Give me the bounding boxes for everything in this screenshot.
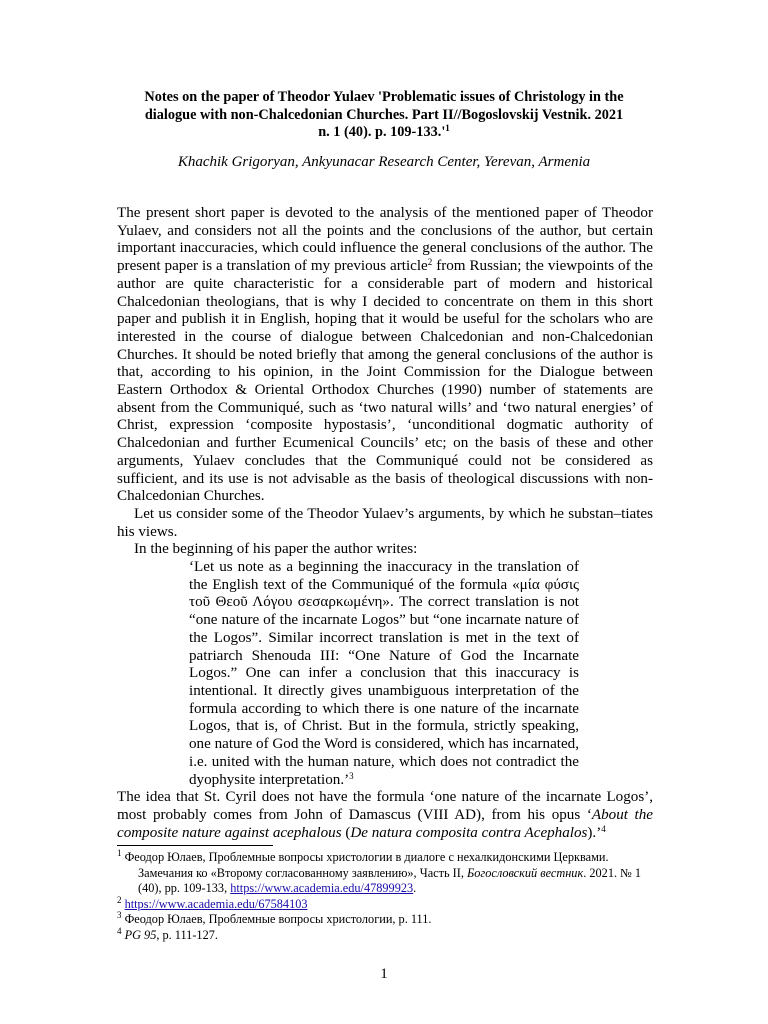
footnote-1 xyxy=(117,850,657,897)
page-number: 1 xyxy=(380,966,388,982)
footnote-2 xyxy=(117,894,657,913)
work-title-latin: De natura composita contra Acephalos xyxy=(350,824,588,841)
footnote-3 xyxy=(117,912,657,928)
footnote-3-text: Феодор Юлаев, Проблемные вопросы христологии, р. 111. xyxy=(124,912,432,926)
footnote-4-source: PG 95 xyxy=(124,927,157,942)
footnote-3-number: 3 xyxy=(117,910,122,920)
body-text xyxy=(117,205,653,842)
footnote-1-text-a: Феодор Юлаев, Проблемные вопросы христологии в диалоге с нехалкидонскими Церквами. Замечания ко «Второму согласованному заявлению», Часть II, xyxy=(124,850,609,880)
paragraph-1-part-b: from Russian; the viewpoints of the author are quite characteristic for a considerable part of modern and historical Chalcedonian theologians, that is why I decided to concentrate on them in this short paper and publish it in English, hoping that it would be useful for the scholars who are interested in the course of dialogue between Chalcedonian and non-Chalcedonian Churches. It should be noted briefly that among the general conclusions of the author is that, according to his opinion, in the Joint Commission for the Dialogue between Eastern Orthodox & Oriental Orthodox Churches (1990) number of statements are absent from the Communiqué, such as ‘two natural wills’ and ‘two natural energies’ of Christ, expression ‘composite hypostasis’, ‘unconditional dogmatic authority of Chalcedonian and further Ecumenical Councils’ etc; on the basis of these and other arguments, Yulaev concludes that the Communiqué could not be considered as sufficient, and its use is not advisable as the basis of theological discussions with non-Chalcedonian Churches. xyxy=(117,258,653,505)
paragraph-1 xyxy=(117,205,653,506)
footnote-2-link[interactable]: https://www.academia.edu/67584103 xyxy=(124,896,308,911)
title-line-1: Notes on the paper of Theodor Yulaev 'Problematic issues of Christology in the xyxy=(144,89,624,105)
footnote-ref-3[interactable]: 3 xyxy=(349,770,354,781)
paragraph-4-part-a: The idea that St. Cyril does not have the formula ‘one nature of the incarnate Logos’, most probably comes from John of Damascus (VIII AD), from his opus ‘ xyxy=(117,789,653,823)
footnote-1-number: 1 xyxy=(117,848,122,858)
footnote-ref-2[interactable]: 2 xyxy=(427,257,433,268)
title-line-3-text: n. 1 (40). p. 109-133.' xyxy=(318,124,446,140)
paragraph-4 xyxy=(117,789,653,842)
block-quote-text: ‘Let us note as a beginning the inaccuracy in the translation of the English text of the Communiqué of the formula «μία φύσις τοῦ Θεοῦ Λόγου σεσαρκωμένη». The correct translation is not “one nature of the incarnate Logos” but “one incarnate nature of the Logos”. Similar incorrect translation is met in the text of patriarch Shenouda III: “One Nature of God the Incarnate Logos.” One can infer a conclusion that this inaccuracy is intentional. It directly gives unambiguous interpretation of the formula according to which there is one nature of the incarnate Logos, that is, of Christ. But in the formula, strictly speaking, one nature of God the Word is considered, which has incarnated, i.e. united with the human nature, which does not contradict the dyophysite interpretation.’ xyxy=(189,559,579,788)
footnote-2-number: 2 xyxy=(117,894,122,905)
author-affiliation: Khachik Grigoryan, Ankyunacar Research Center, Yerevan, Armenia xyxy=(177,154,591,170)
footnote-1-text-b: . 2021. № 1 (40), pp. 109-133, xyxy=(138,865,642,895)
footnote-1-text-c: . xyxy=(413,881,417,895)
footnote-divider xyxy=(117,845,273,846)
paragraph-2: Let us consider some of the Theodor Yulaev’s arguments, by which he substan–tiates his views. xyxy=(117,505,653,540)
footnote-1-link[interactable]: https://www.academia.edu/47899923 xyxy=(230,881,414,895)
footnote-4 xyxy=(117,925,657,944)
title-footnote-ref[interactable]: 1 xyxy=(445,123,450,133)
paragraph-3: In the beginning of his paper the author writes: xyxy=(134,541,418,558)
block-quote xyxy=(189,559,579,789)
work-title-english: About the composite nature against acephalous xyxy=(117,806,653,841)
paper-title xyxy=(110,89,658,142)
paragraph-1-part-a: The present short paper is devoted to the analysis of the mentioned paper of Theodor Yulaev, and considers not all the points and the conclusions of the author, but certain important inaccuracies, which could influence the general conclusions of the author. The present paper is a translation of my previous article xyxy=(117,205,653,275)
footnote-ref-4[interactable]: 4 xyxy=(601,823,606,834)
paragraph-4-part-b: ( xyxy=(341,824,351,841)
footnote-4-text: , р. 111-127. xyxy=(156,927,218,942)
paragraph-4-part-c: ).’ xyxy=(587,824,602,841)
title-line-3 xyxy=(110,124,658,142)
title-line-2: dialogue with non-Chalcedonian Churches. Part II//Bogoslovskij Vestnik. 2021 xyxy=(144,106,624,123)
footnotes xyxy=(117,850,657,943)
footnote-4-number: 4 xyxy=(117,925,122,936)
footnote-1-journal: Богословский вестник xyxy=(467,865,584,880)
